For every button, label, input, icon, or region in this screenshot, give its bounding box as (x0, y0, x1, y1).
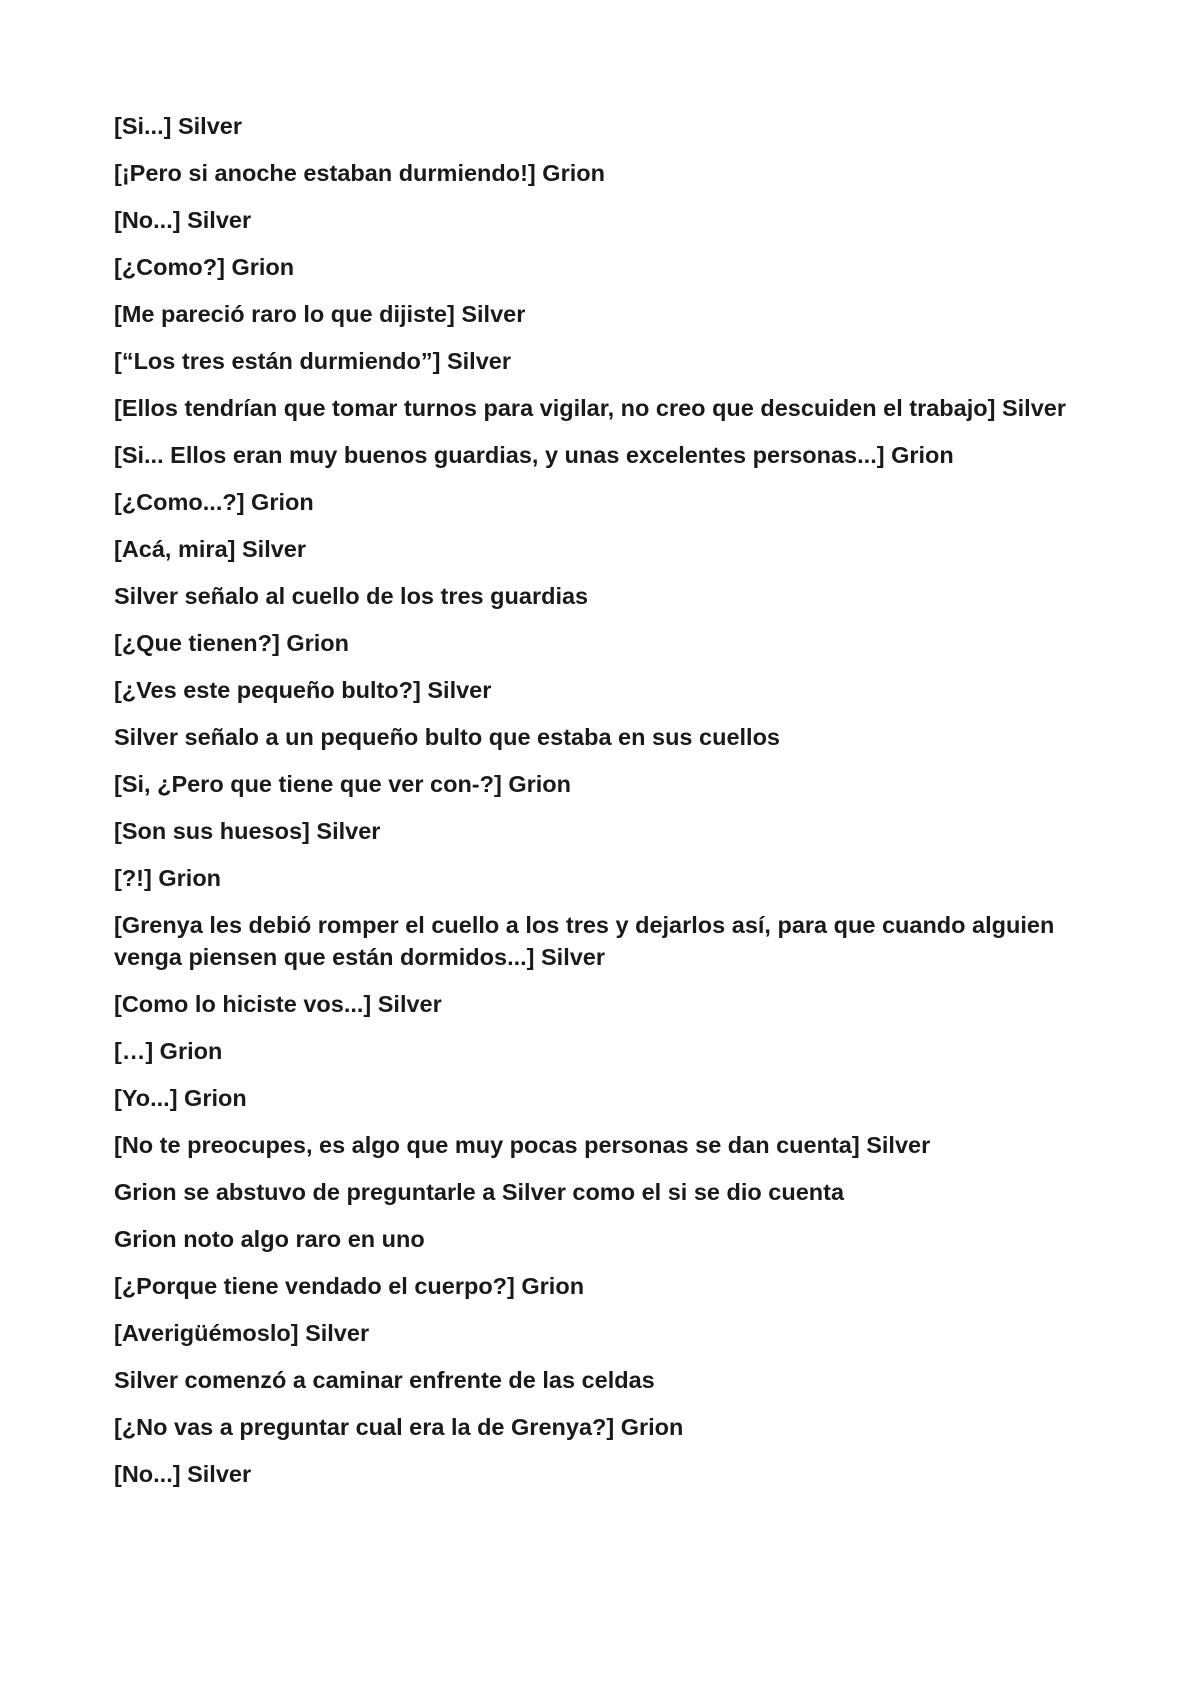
paragraph: […] Grion (114, 1038, 223, 1064)
paragraph: [Si...] Silver (114, 113, 242, 139)
paragraph: [No te preocupes, es algo que muy pocas personas se dan cuenta] Silver (114, 1132, 931, 1158)
paragraph: Grion se abstuvo de preguntarle a Silver como el si se dio cuenta (114, 1179, 845, 1205)
paragraph: [Averigüémoslo] Silver (114, 1320, 370, 1346)
paragraph: Silver señalo al cuello de los tres guardias (114, 583, 589, 609)
paragraph: Silver comenzó a caminar enfrente de las celdas (114, 1367, 655, 1393)
paragraph: [Ellos tendrían que tomar turnos para vigilar, no creo que descuiden el trabajo] Silver (114, 395, 1066, 421)
paragraph: [Grenya les debió romper el cuello a los tres y dejarlos así, para que cuando alguien venga piensen que están dormidos...] Silver (114, 912, 1055, 970)
paragraph: [¿Como?] Grion (114, 254, 295, 280)
paragraph: [¿Ves este pequeño bulto?] Silver (114, 677, 492, 703)
paragraph: [¿Que tienen?] Grion (114, 630, 349, 656)
paragraph: [No...] Silver (114, 1461, 252, 1487)
paragraph: [“Los tres están durmiendo”] Silver (114, 348, 511, 374)
paragraph: [Si... Ellos eran muy buenos guardias, y unas excelentes personas...] Grion (114, 442, 954, 468)
paragraph: Grion noto algo raro en uno (114, 1226, 425, 1252)
paragraph: [Si, ¿Pero que tiene que ver con-?] Grion (114, 771, 571, 797)
paragraph: [No...] Silver (114, 207, 252, 233)
paragraph: [Como lo hiciste vos...] Silver (114, 991, 442, 1017)
paragraph: [Me pareció raro lo que dijiste] Silver (114, 301, 526, 327)
paragraph: Silver señalo a un pequeño bulto que estaba en sus cuellos (114, 724, 780, 750)
paragraph: [¿Como...?] Grion (114, 489, 314, 515)
paragraph: [¿Porque tiene vendado el cuerpo?] Grion (114, 1273, 585, 1299)
paragraph: [Son sus huesos] Silver (114, 818, 381, 844)
paragraph: [?!] Grion (114, 865, 222, 891)
paragraph: [Yo...] Grion (114, 1085, 247, 1111)
paragraph: [¡Pero si anoche estaban durmiendo!] Grion (114, 160, 605, 186)
paragraph: [Acá, mira] Silver (114, 536, 307, 562)
dialogue-text (114, 110, 1084, 1505)
paragraph: [¿No vas a preguntar cual era la de Grenya?] Grion (114, 1414, 684, 1440)
